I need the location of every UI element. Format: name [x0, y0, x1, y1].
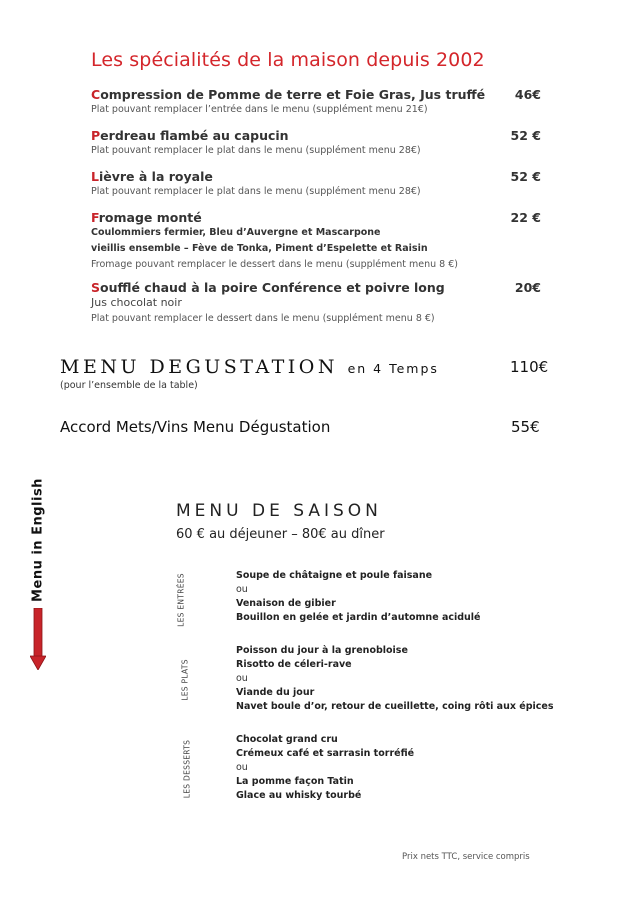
dish-name-rest: ompression de Pomme de terre et Foie Gras, Jus truffé: [100, 87, 486, 102]
course-line: ou: [236, 584, 248, 595]
dish-item: [91, 128, 541, 159]
dish-price: 52 €: [510, 128, 541, 143]
section-label-text: LES DESSERTS: [182, 739, 192, 799]
dish-initial: F: [91, 210, 99, 225]
dish-note: Fromage pouvant remplacer le dessert dans le menu (supplément menu 8 €): [91, 259, 458, 270]
dish-initial: S: [91, 280, 101, 295]
dish-price: 46€: [514, 87, 541, 102]
dish-description: vieillis ensemble – Fève de Tonka, Piment d’Espelette et Raisin: [91, 243, 428, 254]
dish-name: [91, 210, 541, 225]
dish-initial: P: [91, 128, 101, 143]
course-plats: [236, 644, 554, 714]
dish-note: Plat pouvant remplacer le plat dans le menu (supplément menu 28€): [91, 186, 421, 197]
dish-description: Coulommiers fermier, Bleu d’Auvergne et Mascarpone: [91, 227, 381, 238]
dish-initial: C: [91, 87, 101, 102]
dish-name: [91, 169, 541, 184]
dish-name-rest: oufflé chaud à la poire Conférence et poivre long: [100, 280, 445, 295]
dish-item: [91, 87, 541, 118]
dish-price: 22 €: [510, 210, 541, 225]
section-label-plats: [178, 650, 192, 710]
dish-name-rest: erdreau flambé au capucin: [100, 128, 289, 143]
section-label-text: LES ENTRÉES: [176, 573, 186, 627]
arrow-down-icon[interactable]: [30, 608, 46, 670]
course-entrees: [236, 569, 481, 625]
course-line: Viande du jour: [236, 687, 315, 698]
degustation-title: [60, 356, 439, 378]
dish-name: [91, 128, 541, 143]
course-desserts: [236, 733, 414, 803]
section-label-text: LES PLATS: [180, 659, 190, 701]
course-line: Soupe de châtaigne et poule faisane: [236, 570, 433, 581]
degustation-note: (pour l’ensemble de la table): [60, 380, 198, 391]
course-line: Poisson du jour à la grenobloise: [236, 645, 408, 656]
accord-label: Accord Mets/Vins Menu Dégustation: [60, 418, 331, 436]
course-line: Bouillon en gelée et jardin d’automne acidulé: [236, 612, 481, 623]
dish-note: Plat pouvant remplacer l’entrée dans le menu (supplément menu 21€): [91, 104, 428, 115]
dish-name: [91, 280, 541, 295]
dish-note: Plat pouvant remplacer le plat dans le menu (supplément menu 28€): [91, 145, 421, 156]
dish-initial: L: [91, 169, 99, 184]
section-label-entrees: [174, 570, 188, 630]
course-line: ou: [236, 673, 248, 684]
menu-in-english-link[interactable]: [24, 480, 52, 600]
degustation-title-text: MENU DEGUSTATION: [60, 356, 339, 378]
page-title: Les spécialités de la maison depuis 2002: [91, 49, 485, 71]
dish-name-rest: romage monté: [98, 210, 202, 225]
dish-name: [91, 87, 541, 102]
footer-note: Prix nets TTC, service compris: [402, 852, 530, 862]
menu-in-english-label: Menu in English: [30, 478, 46, 602]
section-label-desserts: [180, 736, 194, 802]
course-line: Glace au whisky tourbé: [236, 790, 362, 801]
dish-price: 52 €: [510, 169, 541, 184]
course-line: Risotto de céleri-rave: [236, 659, 352, 670]
accord-price: 55€: [511, 418, 540, 436]
course-line: La pomme façon Tatin: [236, 776, 354, 787]
saison-subtitle: 60 € au déjeuner – 80€ au dîner: [176, 527, 385, 542]
course-line: Chocolat grand cru: [236, 734, 338, 745]
dish-item: [91, 169, 541, 200]
saison-title: MENU DE SAISON: [176, 501, 382, 521]
course-line: Venaison de gibier: [236, 598, 336, 609]
dish-item: [91, 210, 541, 273]
dish-name-rest: ièvre à la royale: [98, 169, 213, 184]
course-line: ou: [236, 762, 248, 773]
degustation-price: 110€: [510, 358, 549, 376]
course-line: Crémeux café et sarrasin torréfié: [236, 748, 415, 759]
dish-price: 20€: [514, 280, 541, 295]
dish-description: Jus chocolat noir: [91, 296, 182, 309]
course-line: Navet boule d’or, retour de cueillette, coing rôti aux épices: [236, 701, 554, 712]
dish-item: [91, 280, 541, 327]
dish-note: Plat pouvant remplacer le dessert dans le menu (supplément menu 8 €): [91, 313, 435, 324]
degustation-temps: en 4 Temps: [347, 361, 439, 376]
